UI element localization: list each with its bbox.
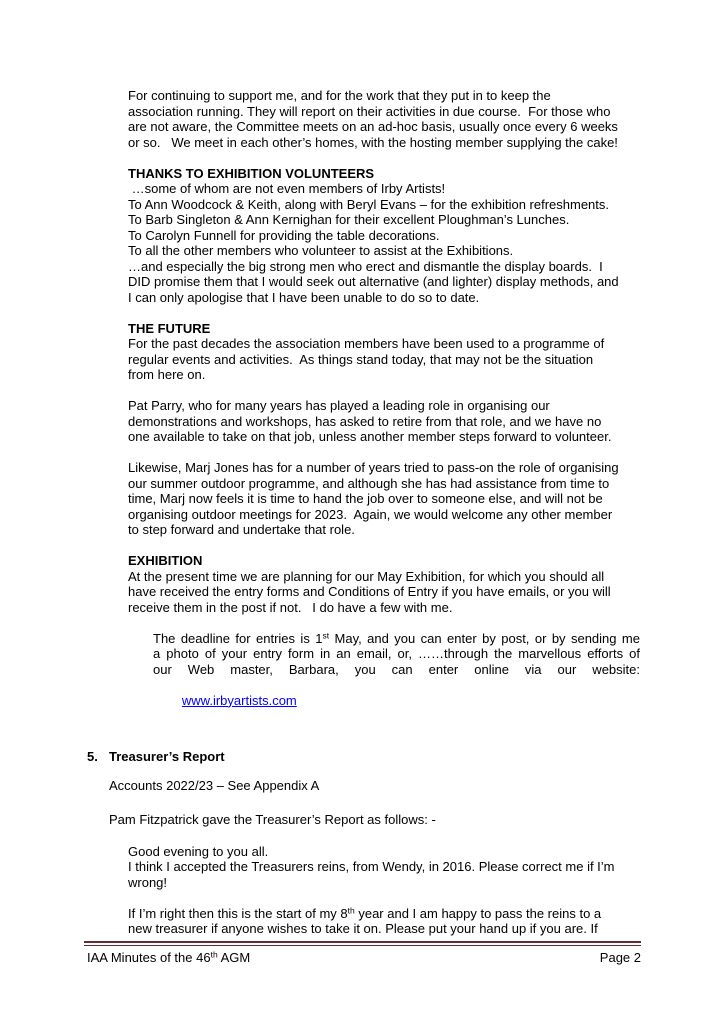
text-line	[128, 119, 654, 135]
text-line	[128, 600, 654, 616]
treasurer-intro-line: Pam Fitzpatrick gave the Treasurer’s Report as follows: -	[109, 811, 436, 827]
text-line	[128, 104, 654, 120]
text-line	[128, 906, 654, 922]
paragraph-future-overview	[0, 336, 724, 383]
text-line	[128, 243, 654, 259]
text-line	[128, 476, 654, 492]
text-segment: May, and you can enter by post, or by sending me	[329, 630, 640, 646]
text-segment: I think I accepted the Treasurers reins, from Wendy, in 2016. Please correct me if I’m	[128, 859, 615, 874]
text-segment: Pat Parry, who for many years has played a leading role in organising our	[128, 398, 550, 413]
paragraph-thanks-volunteers	[0, 181, 724, 305]
text-line	[128, 259, 654, 275]
text-line	[128, 212, 654, 228]
paragraph-exhibition-planning	[0, 569, 724, 616]
text-segment: …and especially the big strong men who erect and dismantle the display boards. I	[128, 258, 603, 274]
paragraph-treasurer-speech-2	[0, 906, 724, 937]
text-segment: or so. We meet in each other’s homes, with the hosting member supplying the cake!	[128, 134, 618, 150]
text-segment: new treasurer if anyone wishes to take it on. Please put your hand up if you are. If	[128, 921, 598, 936]
text-segment: For continuing to support me, and for the work that they put in to keep the	[128, 88, 551, 103]
text-line	[128, 398, 654, 414]
text-segment: wrong!	[128, 874, 168, 890]
footer-document-title	[84, 950, 250, 966]
text-segment: year and I am happy to pass the reins to a	[354, 905, 602, 921]
section-heading-the-future: THE FUTURE	[128, 320, 211, 336]
section-heading-exhibition: EXHIBITION	[128, 553, 203, 568]
paragraph-treasurer-speech-1	[0, 844, 724, 891]
text-segment: receive them in the post if not. I do have a few with me.	[128, 599, 453, 615]
text-line	[128, 336, 654, 352]
text-segment: association running. They will report on their activities in due course. For those who	[128, 103, 611, 119]
deadline-justified-text	[153, 631, 640, 678]
text-segment: At the present time we are planning for our May Exhibition, for which you should all	[128, 568, 605, 584]
text-line	[128, 181, 654, 197]
accounts-reference-line: Accounts 2022/23 – See Appendix A	[109, 778, 320, 793]
text-line	[128, 859, 654, 875]
website-link[interactable]: www.irbyartists.com	[181, 692, 297, 708]
text-segment: our Web master, Barbara, you can enter online via our website:	[153, 661, 640, 677]
text-line	[128, 135, 654, 151]
text-segment: To Barb Singleton & Ann Kernighan for their excellent Ploughman’s Lunches.	[128, 212, 570, 227]
text-line	[128, 352, 654, 368]
text-segment: a photo of your entry form in an email, or, ……through the marvellous efforts of	[153, 646, 640, 661]
text-line	[128, 844, 654, 860]
text-line	[87, 950, 250, 966]
text-line	[128, 569, 654, 585]
footer-page-number: Page 2	[599, 950, 641, 965]
paragraph-pat-parry	[0, 398, 724, 445]
text-line	[128, 460, 654, 476]
text-segment: DID promise them that I would seek out alternative (and lighter) display methods, and	[128, 274, 619, 289]
superscript-text: st	[322, 630, 330, 640]
text-segment: our summer outdoor programme, and although she has had assistance from time to	[128, 475, 610, 491]
text-segment: I can only apologise that I have been unable to do so to date.	[128, 289, 480, 305]
text-line	[128, 197, 654, 213]
text-segment: demonstrations and workshops, has asked to retire from that role, and we have no	[128, 413, 602, 429]
text-segment: IAA Minutes of the 46	[87, 950, 211, 965]
text-segment: regular events and activities. As things stand today, that may not be the situation	[128, 351, 594, 367]
footer-text-row	[84, 946, 641, 966]
text-segment: …some of whom are not even members of Irby Artists!	[128, 181, 446, 196]
text-segment: To all the other members who volunteer to assist at the Exhibitions.	[128, 243, 514, 258]
text-segment: Likewise, Marj Jones has for a number of years tried to pass-on the role of organising	[128, 460, 619, 475]
text-segment: from here on.	[128, 367, 206, 382]
section-heading-thanks-volunteers: THANKS TO EXHIBITION VOLUNTEERS	[128, 165, 375, 181]
agenda-item-number: 5.	[87, 748, 98, 764]
text-line	[153, 662, 640, 678]
text-line	[128, 522, 654, 538]
text-segment: The deadline for entries is 1	[153, 630, 323, 646]
text-segment: To Carolyn Funnell for providing the table decorations.	[128, 227, 440, 243]
text-line	[128, 507, 654, 523]
text-line	[128, 875, 654, 891]
text-line	[128, 290, 654, 306]
text-line	[128, 491, 654, 507]
text-line	[128, 228, 654, 244]
agenda-item-treasurers-report	[0, 749, 724, 765]
text-segment: To Ann Woodcock & Keith, along with Beryl Evans – for the exhibition refreshments.	[128, 196, 610, 212]
text-segment: Good evening to you all.	[128, 843, 269, 859]
page-footer	[84, 941, 641, 966]
text-line	[128, 367, 654, 383]
text-segment: organising outdoor meetings for 2023. Again, we would welcome any other member	[128, 506, 613, 522]
text-line	[153, 631, 640, 647]
paragraph-committee-support	[0, 88, 724, 150]
text-line	[128, 88, 654, 104]
superscript-text: th	[210, 949, 218, 960]
text-segment: If I’m right then this is the start of my 8	[128, 905, 348, 921]
text-segment: For the past decades the association members have been used to a programme of	[128, 336, 605, 351]
text-segment: AGM	[217, 950, 251, 965]
text-line	[128, 414, 654, 430]
text-line	[128, 584, 654, 600]
text-segment: to step forward and undertake that role.	[128, 522, 355, 537]
text-segment: are not aware, the Committee meets on an ad-hoc basis, usually once every 6 weeks	[128, 119, 618, 134]
website-line	[153, 677, 640, 724]
text-segment: one available to take on that job, unless another member steps forward to volunteer.	[128, 429, 612, 444]
paragraph-entry-deadline	[0, 631, 724, 724]
text-segment: have received the entry forms and Conditions of Entry if you have emails, or you will	[128, 584, 611, 599]
paragraph-marj-jones	[0, 460, 724, 538]
superscript-text: th	[347, 905, 355, 915]
text-line	[128, 429, 654, 445]
text-line	[153, 646, 640, 662]
text-line	[128, 921, 654, 937]
agenda-item-title: Treasurer’s Report	[109, 748, 225, 764]
text-line	[128, 274, 654, 290]
text-segment: time, Marj now feels it is time to hand the job over to someone else, and will not be	[128, 491, 603, 506]
